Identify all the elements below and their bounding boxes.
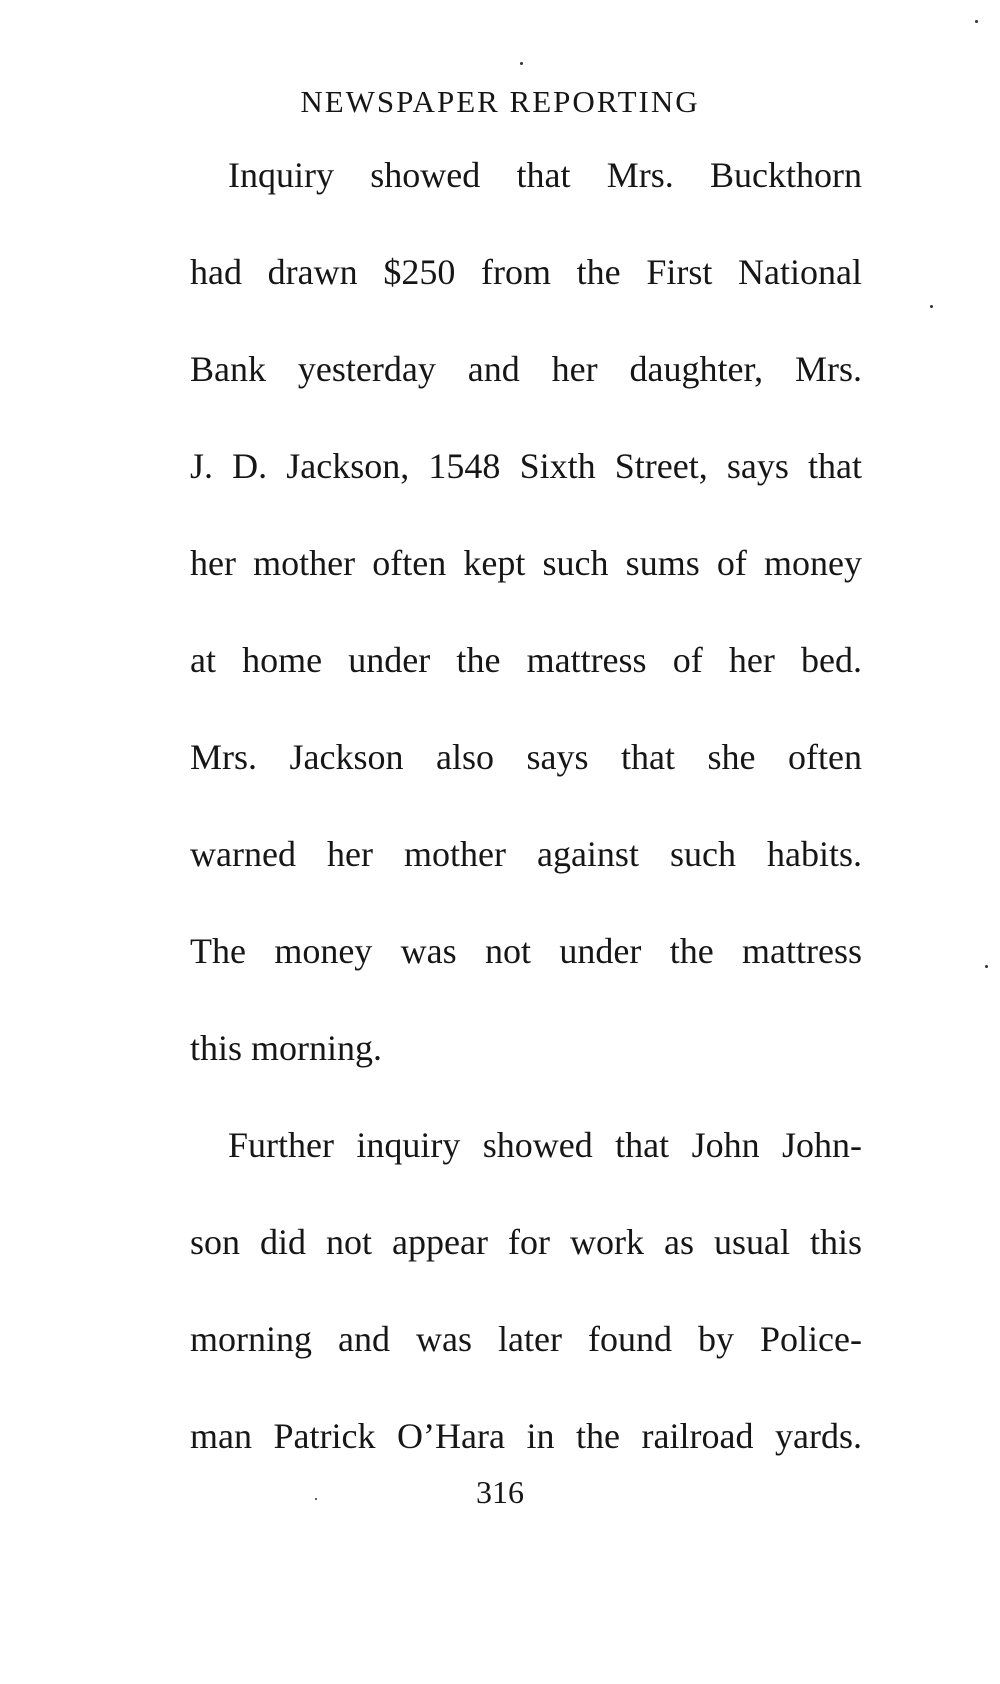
text-line: her mother often kept such sums of money [190,543,862,583]
text-line: this morning. [190,1028,383,1068]
text-line: The money was not under the mattress [190,931,862,971]
text-line: at home under the mattress of her bed. [190,640,862,680]
text-line: Mrs. Jackson also says that she often [190,737,862,777]
text-line: had drawn $250 from the First National [190,252,862,292]
text-line: Further inquiry showed that John John- [228,1125,862,1165]
text-line: man Patrick O’Hara in the railroad yards. [190,1416,862,1456]
text-line: Inquiry showed that Mrs. Buckthorn [228,155,862,195]
text-line: morning and was later found by Police- [190,1319,862,1359]
text-line: Bank yesterday and her daughter, Mrs. [190,349,862,389]
scan-speck [975,20,978,23]
scan-speck [930,305,933,308]
text-line: J. D. Jackson, 1548 Sixth Street, says that [190,446,862,486]
page-number: 316 [476,1474,524,1510]
scan-speck [520,62,523,65]
scan-speck [315,1498,317,1500]
text-line: son did not appear for work as usual this [190,1222,862,1262]
scan-speck [985,965,988,968]
body-text [190,145,862,1503]
running-head: NEWSPAPER REPORTING [300,84,700,119]
text-line: warned her mother against such habits. [190,834,862,874]
